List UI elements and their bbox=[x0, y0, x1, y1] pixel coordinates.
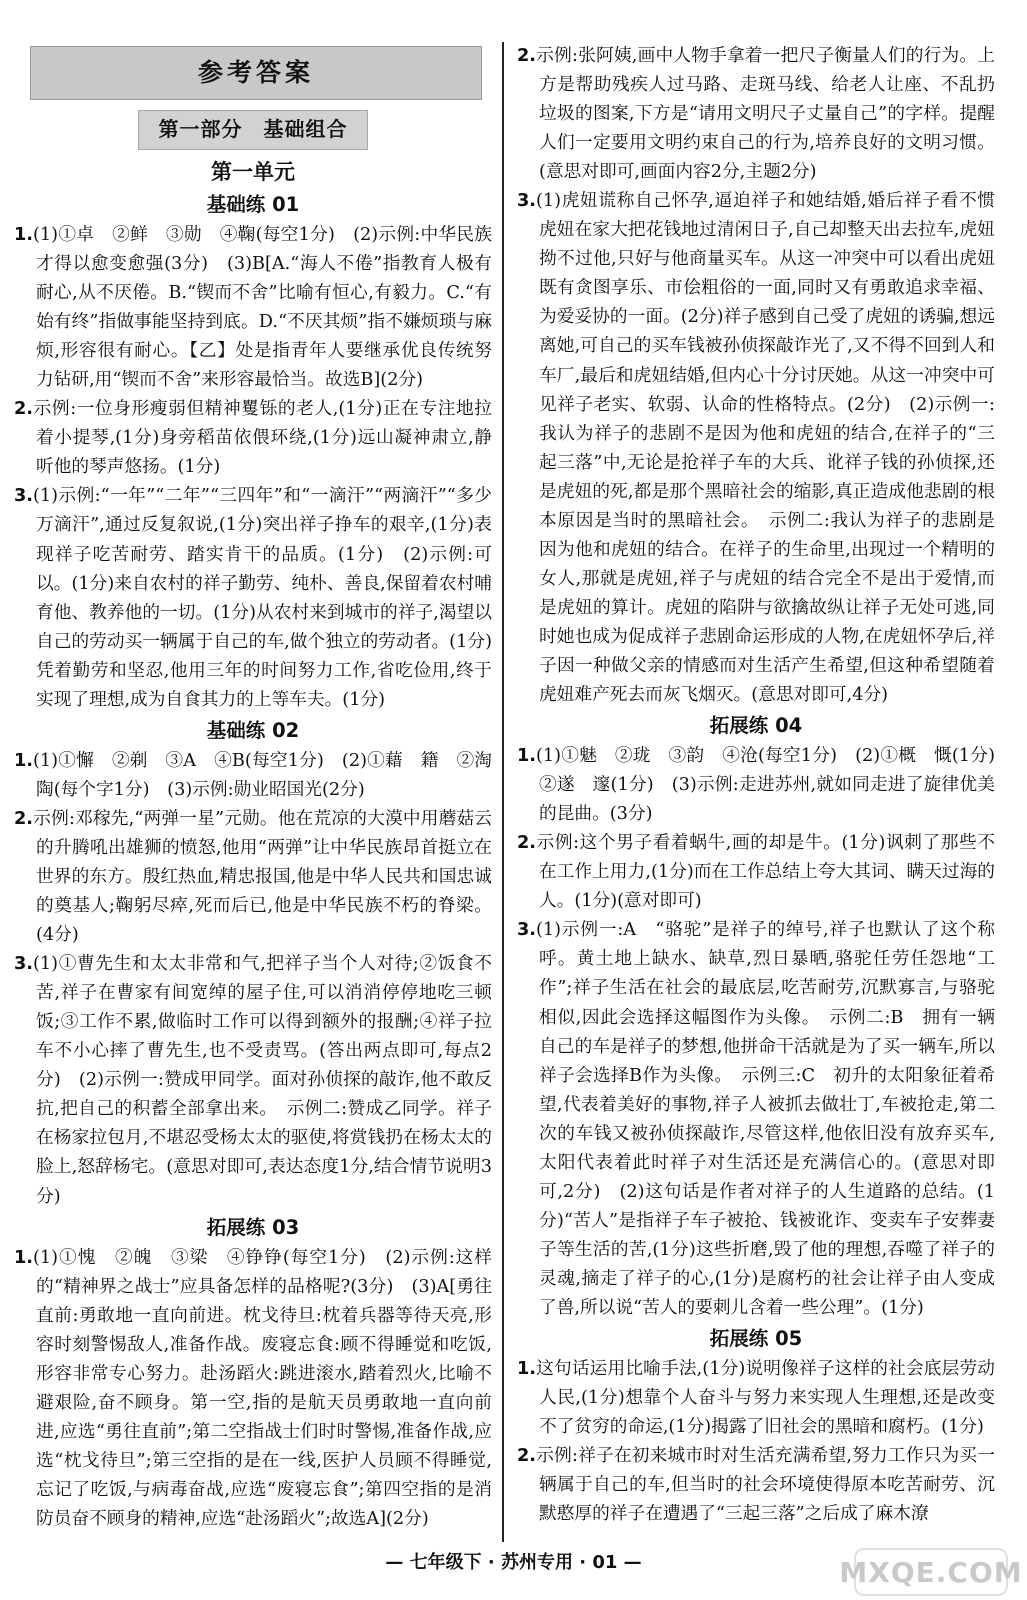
answer-item: 3.(1)示例:“一年”“二年”“三四年”和“一滴汗”“两滴汗”“多少万滴汗”,通过反复叙说,(1分)突出祥子挣车的艰辛,(1分)表现祥子吃苦耐劳、踏实肯干的品质。(1分) (2)示例:可以。(1分)来自农村的祥子勤劳、纯朴、善良,保留着农村哺育他、教养他的一切。(1分)从农村来到城市的祥子,渴望以自己的劳动买一辆属于自己的车,做个独立的劳动者。(1分)凭着勤劳和坚忍,他用三年的时间努力工作,省吃俭用,终于实现了理想,成为自食其力的上等车夫。(1分) bbox=[14, 486, 492, 710]
answer-item: 1.(1)①愧 ②魄 ③梁 ④铮铮(每空1分) (2)示例:这样的“精神界之战士”应具备怎样的品格呢?(3分) (3)A[勇往直前:勇敢地一直向前进。枕戈待旦:枕着兵器等待天亮,形容时刻警惕敌人,准备作战。废寝忘食:顾不得睡觉和吃饭,形容非常专心努力。赴汤蹈火:跳进滚水,踏着烈火,比喻不避艰险,奋不顾身。第一空,指的是航天员勇敢地一直向前进,应选“勇往直前”;第二空指战士们时时警惕,准备作战,应选“枕戈待旦”;第三空指的是在一线,医护人员顾不得睡觉,忘记了吃饭,与病毒奋战,应选“废寝忘食”;第四空指的是消防员奋不顾身的精神,应选“赴汤蹈火”;故选A](2分) bbox=[14, 1247, 492, 1529]
column-divider bbox=[502, 42, 504, 1542]
right-column bbox=[517, 42, 1013, 1529]
page-title: 参考答案 bbox=[30, 46, 482, 100]
unit-title: 第一单元 bbox=[211, 160, 295, 184]
answer-item: 2.示例:这个男子看着蜗牛,画的却是牛。(1分)讽刺了那些不在工作上用力,(1分)而在工作总结上夸大其词、瞒天过海的人。(1分)(意对即可) bbox=[517, 833, 995, 912]
page-footer: — 七年级下 · 苏州专用 · 01 — bbox=[385, 1552, 642, 1573]
watermark-logo: MXQE.COM bbox=[854, 1548, 1008, 1596]
answer-item: 1.(1)①魅 ②珑 ③韵 ④沧(每空1分) (2)①概 慨(1分) ②遂 邃(1分) (3)示例:走进苏州,就如同走进了旋律优美的昆曲。(3分) bbox=[517, 746, 1013, 825]
answer-item: 1.这句话运用比喻手法,(1分)说明像祥子这样的社会底层劳动人民,(1分)想靠个人奋斗与努力来实现人生理想,还是改变不了贫穷的命运,(1分)揭露了旧社会的黑暗和腐朽。(1分) bbox=[517, 1359, 995, 1438]
section-title: 拓展练 03 bbox=[206, 1215, 300, 1239]
section-title: 基础练 01 bbox=[206, 193, 300, 216]
answer-item: 3.(1)虎妞谎称自己怀孕,逼迫祥子和她结婚,婚后祥子看不惯虎妞在家大把花钱地过清闲日子,自己却整天出去拉车,虎妞拗不过他,只好与他商量买车。从这一冲突中可以看出虎妞既有贪图享乐、市侩粗俗的一面,同时又有勇敢追求幸福、为爱妥协的一面。(2分)祥子感到自己受了虎妞的诱骗,想远离她,可自己的买车钱被孙侦探敲诈光了,又不得不回到人和车厂,最后和虎妞结婚,但内心十分讨厌她。从这一冲突中可见祥子老实、软弱、认命的性格特点。(2分) (2)示例一:我认为祥子的悲剧不是因为他和虎妞的结合,在祥子的“三起三落”中,无论是抢祥子车的大兵、讹祥子钱的孙侦探,还是虎妞的死,都是那个黑暗社会的缩影,真正造成他悲剧的根本原因是当时的黑暗社会。 示例二:我认为祥子的悲剧是因为他和虎妞的结合。在祥子的生命里,出现过一个精明的女人,那就是虎妞,祥子与虎妞的结合完全不是出于爱情,而是虎妞的算计。虎妞的陷阱与欲擒故纵让祥子无处可逃,同时她也成为促成祥子悲剧命运形成的人物,在虎妞怀孕后,祥子因一种做父亲的情感而对生活产生希望,但这种希望随着虎妞难产死去而灰飞烟灭。(意思对即可,4分) bbox=[517, 191, 995, 706]
section-title: 拓展练 04 bbox=[709, 714, 803, 738]
answer-item: 1.(1)①卓 ②鲜 ③勋 ④鞠(每空1分) (2)示例:中华民族才得以愈变愈强(3分) (3)B[A.“海人不倦”指教育人极有耐心,从不厌倦。B.“锲而不舍”比喻有恒心,有毅力。C.“有始有终”指做事能坚持到底。D.“不厌其烦”指不嫌烦琐与麻烦,形容很有耐心。【乙】处是指青年人要继承优良传统努力钻研,用“锲而不舍”来形容最恰当。故选B](2分) bbox=[14, 225, 492, 391]
part-title: 第一部分 基础组合 bbox=[138, 110, 368, 150]
answer-item: 3.(1)①曹先生和太太非常和气,把祥子当个人对待;②饭食不苦,祥子在曹家有间宽绰的屋子住,可以消消停停地吃三顿饭;③工作不累,做临时工作可以得到额外的报酬;④祥子拉车不小心摔了曹先生,也不受责骂。(答出两点即可,每点2分) (2)示例一:赞成甲同学。面对孙侦探的敲诈,他不敢反抗,把自己的积蓄全部拿出来。 示例二:赞成乙同学。祥子在杨家拉包月,不堪忍受杨太太的驱使,将赏钱扔在杨太太的脸上,怒辞杨宅。(意思对即可,表达态度1分,结合情节说明3分) bbox=[14, 954, 492, 1207]
section-title: 拓展练 05 bbox=[709, 1327, 803, 1351]
section-title: 基础练 02 bbox=[206, 718, 300, 742]
answer-item: 2.示例:邓稼先,“两弹一星”元勋。他在荒凉的大漠中用蘑菇云的升腾吼出雄狮的愤怒,他用“两弹”让中华民族昂首挺立在世界的东方。殷红热血,精忠报国,他是中华人民共和国忠诚的奠基人;鞠躬尽瘁,死而后已,他是中华民族不朽的脊梁。(4分) bbox=[14, 808, 492, 946]
answer-item: 3.(1)示例一:A “骆驼”是祥子的绰号,祥子也默认了这个称呼。黄土地上缺水、缺草,烈日暴晒,骆驼任劳任怨地“工作”;祥子生活在社会的最底层,吃苦耐劳,沉默寡言,与骆驼相似,因此会选择这幅图作为头像。 示例二:B 拥有一辆自己的车是祥子的梦想,他拼命干活就是为了买一辆车,所以祥子会选择B作为头像。 示例三:C 初升的太阳象征着希望,代表着美好的事物,祥子人被抓去做壮丁,车被抢走,第二次的车钱又被孙侦探敲诈,尽管这样,他依旧没有放弃买车,太阳代表着此时祥子对生活还是充满信心的。(意思对即可,2分) (2)这句话是作者对祥子的人生道路的总结。(1分)“苦人”是指祥子车子被抢、钱被讹诈、变卖车子安葬妻子等生活的苦,(1分)这些折磨,毁了他的理想,吞噬了祥子的灵魂,摘走了祥子的心,(1分)是腐朽的社会让祥子由人变成了兽,所以说“苦人的要刺儿含着一些公理”。(1分) bbox=[517, 920, 995, 1318]
left-column bbox=[14, 42, 510, 1534]
answer-item: 1.(1)①懈 ②剃 ③A ④B(每空1分) (2)①藉 籍 ②淘 陶(每个字1分) (3)示例:勋业昭国光(2分) bbox=[14, 750, 510, 800]
answer-item: 2.示例:一位身形瘦弱但精神矍铄的老人,(1分)正在专注地拉着小提琴,(1分)身旁稻苗依偎环绕,(1分)远山凝神肃立,静听他的琴声悠扬。(1分) bbox=[14, 399, 492, 478]
answer-item: 2.示例:张阿姨,画中人物手拿着一把尺子衡量人们的行为。上方是帮助残疾人过马路、走斑马线、给老人让座、不乱扔垃圾的图案,下方是“请用文明尺子丈量自己”的字样。提醒人们一定要用文明约束自己的行为,培养良好的文明习惯。(意思对即可,画面内容2分,主题2分) bbox=[517, 46, 995, 183]
answer-item: 2.示例:祥子在初来城市时对生活充满希望,努力工作只为买一辆属于自己的车,但当时的社会环境使得原本吃苦耐劳、沉默憨厚的祥子在遭遇了“三起三落”之后成了麻木潦 bbox=[517, 1446, 995, 1525]
